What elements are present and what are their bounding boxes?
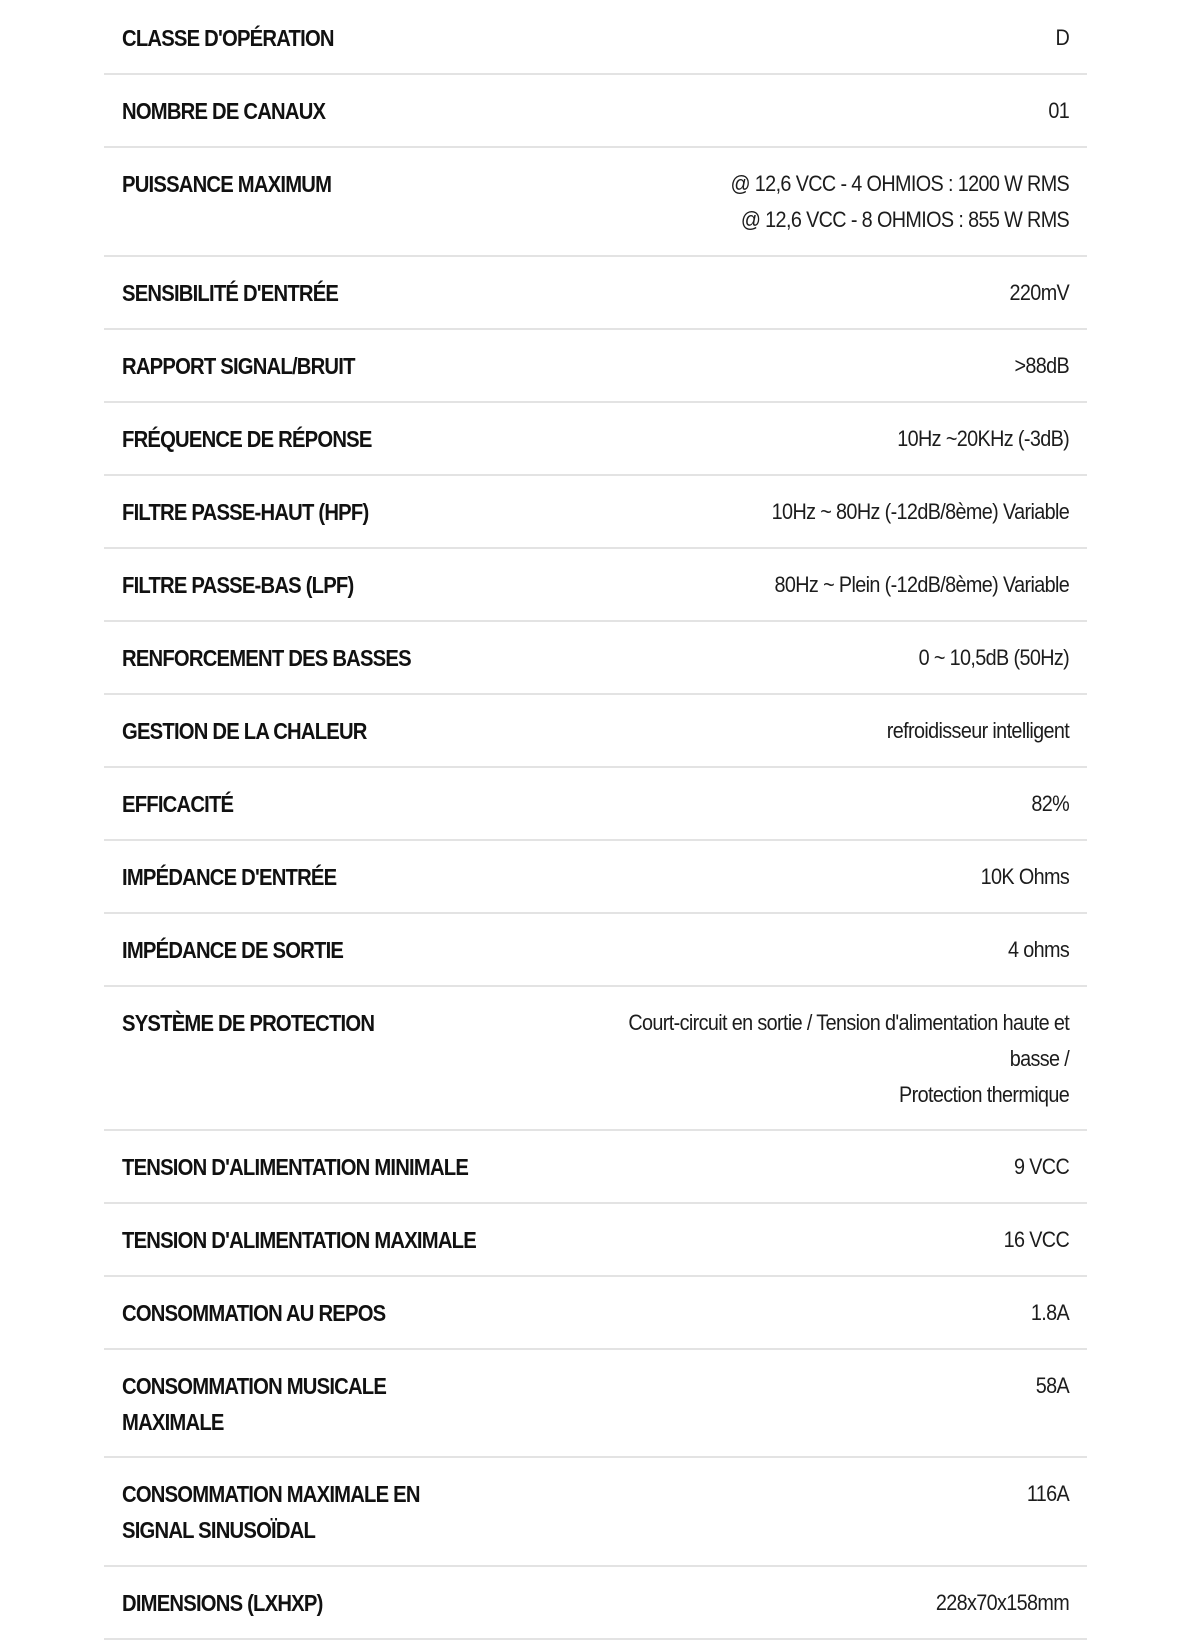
spec-value-line: 01	[1048, 98, 1069, 123]
spec-label: IMPÉDANCE D'ENTRÉE	[122, 864, 337, 890]
spec-value-line: @ 12,6 VCC - 8 OHMIOS : 855 W RMS	[740, 207, 1069, 232]
spec-value-line: 1.8A	[1030, 1300, 1069, 1325]
spec-label: CONSOMMATION MUSICALE MAXIMALE	[122, 1373, 387, 1435]
spec-row	[104, 75, 1087, 148]
spec-value-line: 116A	[1026, 1481, 1069, 1506]
spec-value-line: 4 ohms	[1007, 937, 1069, 962]
spec-value	[582, 1476, 1069, 1512]
spec-value-line: 9 VCC	[1013, 1154, 1069, 1179]
spec-row	[104, 2, 1087, 75]
spec-label: SENSIBILITÉ D'ENTRÉE	[122, 280, 339, 306]
spec-row	[104, 148, 1087, 257]
spec-label: SYSTÈME DE PROTECTION	[122, 1010, 375, 1036]
spec-label: RENFORCEMENT DES BASSES	[122, 645, 411, 671]
spec-value	[582, 1585, 1069, 1621]
spec-value	[582, 713, 1069, 749]
spec-value-line: Protection thermique	[898, 1082, 1069, 1107]
spec-value-line: 220mV	[1009, 280, 1069, 305]
spec-value	[582, 640, 1069, 676]
spec-value-line: 16 VCC	[1003, 1227, 1069, 1252]
spec-label: FRÉQUENCE DE RÉPONSE	[122, 426, 372, 452]
spec-value	[582, 1222, 1069, 1258]
spec-value	[582, 567, 1069, 603]
spec-label: CONSOMMATION MAXIMALE EN SIGNAL SINUSOÏDAL	[122, 1481, 420, 1543]
spec-value-line: >88dB	[1014, 353, 1069, 378]
spec-label: IMPÉDANCE DE SORTIE	[122, 937, 344, 963]
spec-value	[582, 1149, 1069, 1185]
spec-value-line: 10Hz ~ 80Hz (-12dB/8ème) Variable	[771, 499, 1069, 524]
spec-value	[582, 932, 1069, 968]
spec-label: PUISSANCE MAXIMUM	[122, 171, 332, 197]
spec-value	[582, 1295, 1069, 1331]
spec-row	[104, 987, 1087, 1131]
spec-value-line: 0 ~ 10,5dB (50Hz)	[918, 645, 1069, 670]
spec-label: TENSION D'ALIMENTATION MINIMALE	[122, 1154, 469, 1180]
spec-value-line: 80Hz ~ Plein (-12dB/8ème) Variable	[774, 572, 1069, 597]
spec-value-line: 10Hz ~20KHz (-3dB)	[897, 426, 1069, 451]
spec-label: RAPPORT SIGNAL/BRUIT	[122, 353, 355, 379]
spec-label: FILTRE PASSE-HAUT (HPF)	[122, 499, 369, 525]
spec-row	[104, 257, 1087, 330]
spec-value-line: 82%	[1031, 791, 1069, 816]
spec-label: NOMBRE DE CANAUX	[122, 98, 326, 124]
spec-row	[104, 549, 1087, 622]
spec-table	[104, 2, 1087, 1640]
spec-value	[582, 348, 1069, 384]
spec-value-line: @ 12,6 VCC - 4 OHMIOS : 1200 W RMS	[730, 171, 1069, 196]
spec-value	[582, 166, 1069, 238]
spec-value	[582, 421, 1069, 457]
spec-value	[582, 93, 1069, 129]
spec-row	[104, 476, 1087, 549]
spec-value-line: 228x70x158mm	[935, 1590, 1069, 1615]
spec-row	[104, 841, 1087, 914]
spec-row	[104, 1350, 1087, 1458]
spec-row	[104, 768, 1087, 841]
spec-value-line: Court-circuit en sortie / Tension d'alimentation haute et basse /	[628, 1010, 1069, 1071]
spec-value	[582, 275, 1069, 311]
spec-label: GESTION DE LA CHALEUR	[122, 718, 367, 744]
spec-row	[104, 695, 1087, 768]
spec-value-line: refroidisseur intelligent	[886, 718, 1069, 743]
spec-value-line: 58A	[1035, 1373, 1069, 1398]
spec-label: TENSION D'ALIMENTATION MAXIMALE	[122, 1227, 476, 1253]
spec-value	[582, 859, 1069, 895]
spec-row	[104, 1458, 1087, 1567]
spec-row	[104, 1277, 1087, 1350]
spec-row	[104, 1131, 1087, 1204]
spec-label: FILTRE PASSE-BAS (LPF)	[122, 572, 354, 598]
spec-value	[582, 786, 1069, 822]
spec-row	[104, 622, 1087, 695]
spec-label: CONSOMMATION AU REPOS	[122, 1300, 386, 1326]
spec-value	[582, 494, 1069, 530]
spec-row	[104, 403, 1087, 476]
spec-value-line: 10K Ohms	[980, 864, 1069, 889]
spec-label: CLASSE D'OPÉRATION	[122, 25, 334, 51]
spec-label: DIMENSIONS (LXHXP)	[122, 1590, 323, 1616]
spec-value-line: D	[1055, 25, 1069, 50]
spec-row	[104, 914, 1087, 987]
spec-value	[582, 1005, 1069, 1113]
spec-row	[104, 330, 1087, 403]
spec-label: EFFICACITÉ	[122, 791, 234, 817]
spec-row	[104, 1204, 1087, 1277]
spec-value	[582, 20, 1069, 56]
spec-row	[104, 1567, 1087, 1640]
spec-value	[582, 1368, 1069, 1404]
